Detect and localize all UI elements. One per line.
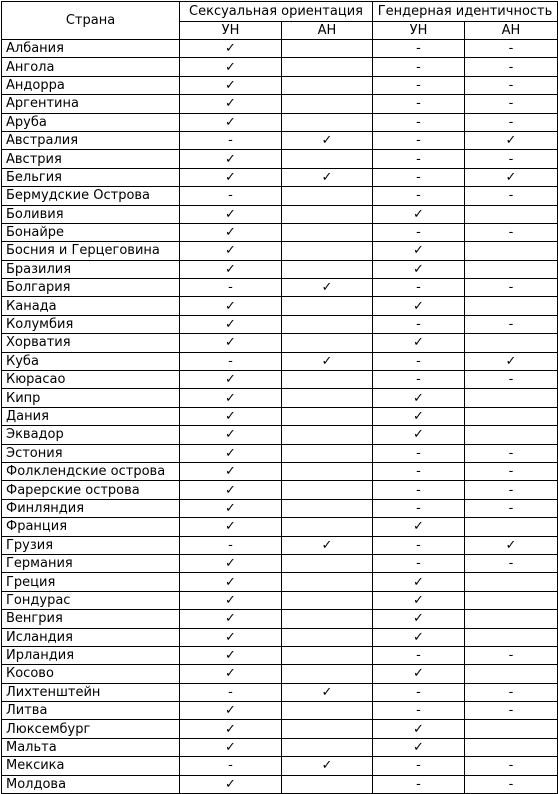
- country-cell: Фолклендские острова: [2, 462, 180, 480]
- so-an-cell: [282, 297, 373, 315]
- so-un-cell: -: [180, 279, 282, 297]
- gi-an-cell: -: [465, 702, 558, 720]
- gi-an-cell: [465, 665, 558, 683]
- country-cell: Бонайре: [2, 223, 180, 241]
- table-row: [2, 665, 558, 683]
- so-un-cell: ✓: [180, 573, 282, 591]
- table-row: [2, 113, 558, 131]
- gi-un-cell: ✓: [373, 518, 465, 536]
- gi-an-cell: -: [465, 76, 558, 94]
- gi-an-cell: ✓: [465, 131, 558, 149]
- gi-an-cell: -: [465, 223, 558, 241]
- table-row: [2, 683, 558, 701]
- table-row: [2, 720, 558, 738]
- gi-an-cell: [465, 610, 558, 628]
- gi-un-cell: -: [373, 95, 465, 113]
- table-row: [2, 591, 558, 609]
- gi-an-cell: -: [465, 371, 558, 389]
- so-un-cell: ✓: [180, 628, 282, 646]
- gi-an-cell: -: [465, 775, 558, 793]
- country-cell: Греция: [2, 573, 180, 591]
- so-an-cell: [282, 389, 373, 407]
- so-an-cell: [282, 371, 373, 389]
- so-un-cell: ✓: [180, 665, 282, 683]
- table-row: [2, 205, 558, 223]
- gi-un-cell: -: [373, 683, 465, 701]
- gi-an-cell: [465, 628, 558, 646]
- so-an-cell: [282, 426, 373, 444]
- table-row: [2, 260, 558, 278]
- table-row: [2, 426, 558, 444]
- so-an-cell: [282, 334, 373, 352]
- so-an-cell: [282, 665, 373, 683]
- so-an-cell: [282, 628, 373, 646]
- gi-un-cell: -: [373, 536, 465, 554]
- gi-an-column-header: АН: [465, 22, 558, 40]
- so-an-cell: [282, 407, 373, 425]
- gi-un-cell: -: [373, 702, 465, 720]
- gi-un-cell: -: [373, 646, 465, 664]
- country-cell: Албания: [2, 40, 180, 58]
- gi-un-cell: -: [373, 187, 465, 205]
- so-an-cell: ✓: [282, 536, 373, 554]
- table-body: [2, 40, 558, 794]
- gi-un-cell: ✓: [373, 242, 465, 260]
- country-cell: Фарерские острова: [2, 481, 180, 499]
- gi-un-cell: -: [373, 462, 465, 480]
- gi-an-cell: [465, 389, 558, 407]
- table-row: [2, 628, 558, 646]
- so-un-cell: -: [180, 757, 282, 775]
- gi-un-cell: -: [373, 499, 465, 517]
- table-row: [2, 481, 558, 499]
- country-cell: Косово: [2, 665, 180, 683]
- so-an-cell: [282, 702, 373, 720]
- gi-an-cell: -: [465, 315, 558, 333]
- country-cell: Финляндия: [2, 499, 180, 517]
- gi-un-cell: -: [373, 150, 465, 168]
- so-un-cell: ✓: [180, 499, 282, 517]
- so-an-cell: ✓: [282, 131, 373, 149]
- gi-un-cell: -: [373, 757, 465, 775]
- so-un-cell: ✓: [180, 242, 282, 260]
- gi-an-cell: -: [465, 58, 558, 76]
- so-un-cell: ✓: [180, 518, 282, 536]
- so-un-cell: ✓: [180, 462, 282, 480]
- gi-un-cell: ✓: [373, 610, 465, 628]
- gi-un-cell: -: [373, 481, 465, 499]
- so-un-cell: ✓: [180, 407, 282, 425]
- country-cell: Ангола: [2, 58, 180, 76]
- gi-un-cell: ✓: [373, 334, 465, 352]
- gi-an-cell: -: [465, 683, 558, 701]
- gi-an-cell: [465, 334, 558, 352]
- table-row: [2, 646, 558, 664]
- country-cell: Хорватия: [2, 334, 180, 352]
- gi-un-cell: ✓: [373, 738, 465, 756]
- country-column-header: Страна: [2, 2, 180, 40]
- gi-an-cell: ✓: [465, 168, 558, 186]
- gi-un-cell: ✓: [373, 297, 465, 315]
- so-an-cell: [282, 113, 373, 131]
- gi-an-cell: [465, 738, 558, 756]
- so-un-cell: ✓: [180, 646, 282, 664]
- gi-un-cell: ✓: [373, 628, 465, 646]
- country-cell: Эстония: [2, 444, 180, 462]
- gi-un-cell: -: [373, 76, 465, 94]
- gi-an-cell: [465, 297, 558, 315]
- country-cell: Андорра: [2, 76, 180, 94]
- country-cell: Колумбия: [2, 315, 180, 333]
- country-cell: Молдова: [2, 775, 180, 793]
- table-row: [2, 389, 558, 407]
- country-cell: Гондурас: [2, 591, 180, 609]
- gi-un-cell: -: [373, 223, 465, 241]
- so-un-cell: -: [180, 131, 282, 149]
- country-cell: Босния и Герцеговина: [2, 242, 180, 260]
- gi-un-cell: -: [373, 775, 465, 793]
- country-cell: Люксембург: [2, 720, 180, 738]
- gi-an-cell: -: [465, 40, 558, 58]
- table-row: [2, 40, 558, 58]
- table-row: [2, 738, 558, 756]
- gi-an-cell: -: [465, 481, 558, 499]
- country-cell: Венгрия: [2, 610, 180, 628]
- so-un-cell: ✓: [180, 58, 282, 76]
- table-header: [2, 2, 558, 40]
- table-row: [2, 95, 558, 113]
- so-an-cell: ✓: [282, 168, 373, 186]
- gi-un-cell: ✓: [373, 389, 465, 407]
- so-an-cell: ✓: [282, 279, 373, 297]
- so-an-cell: [282, 76, 373, 94]
- so-un-cell: ✓: [180, 95, 282, 113]
- country-cell: Аргентина: [2, 95, 180, 113]
- table-row: [2, 407, 558, 425]
- gi-un-cell: -: [373, 40, 465, 58]
- gi-an-cell: [465, 205, 558, 223]
- so-un-cell: -: [180, 187, 282, 205]
- gi-an-cell: ✓: [465, 352, 558, 370]
- so-un-cell: ✓: [180, 315, 282, 333]
- table-row: [2, 573, 558, 591]
- table-row: [2, 462, 558, 480]
- country-cell: Лихтенштейн: [2, 683, 180, 701]
- so-un-cell: -: [180, 683, 282, 701]
- gi-un-cell: -: [373, 58, 465, 76]
- gi-an-cell: [465, 591, 558, 609]
- table-row: [2, 757, 558, 775]
- gi-an-cell: -: [465, 187, 558, 205]
- table-row: [2, 702, 558, 720]
- country-cell: Германия: [2, 554, 180, 572]
- so-an-cell: [282, 462, 373, 480]
- so-an-cell: [282, 518, 373, 536]
- gi-un-cell: ✓: [373, 665, 465, 683]
- so-un-cell: ✓: [180, 334, 282, 352]
- table-row: [2, 187, 558, 205]
- so-un-cell: ✓: [180, 591, 282, 609]
- gi-an-cell: [465, 573, 558, 591]
- table-row: [2, 352, 558, 370]
- country-cell: Бельгия: [2, 168, 180, 186]
- gi-un-cell: -: [373, 371, 465, 389]
- gi-an-cell: [465, 518, 558, 536]
- country-cell: Литва: [2, 702, 180, 720]
- gi-an-cell: -: [465, 150, 558, 168]
- gi-un-cell: ✓: [373, 591, 465, 609]
- country-protections-table: [1, 1, 558, 794]
- table-row: [2, 297, 558, 315]
- table-row: [2, 334, 558, 352]
- table-row: [2, 444, 558, 462]
- so-an-cell: [282, 573, 373, 591]
- so-un-cell: ✓: [180, 205, 282, 223]
- gi-an-cell: -: [465, 462, 558, 480]
- so-un-cell: ✓: [180, 702, 282, 720]
- so-un-cell: ✓: [180, 76, 282, 94]
- table-row: [2, 554, 558, 572]
- table-row: [2, 150, 558, 168]
- so-an-cell: [282, 720, 373, 738]
- so-an-cell: [282, 591, 373, 609]
- table-row: [2, 58, 558, 76]
- so-un-cell: ✓: [180, 738, 282, 756]
- gi-an-cell: -: [465, 444, 558, 462]
- so-an-cell: [282, 150, 373, 168]
- gi-un-cell: -: [373, 444, 465, 462]
- so-an-cell: [282, 610, 373, 628]
- gi-an-cell: -: [465, 279, 558, 297]
- so-un-cell: -: [180, 536, 282, 554]
- country-cell: Австрия: [2, 150, 180, 168]
- so-an-cell: [282, 499, 373, 517]
- gender-identity-group-header: Гендерная идентичность: [373, 2, 558, 22]
- country-cell: Куба: [2, 352, 180, 370]
- table-row: [2, 279, 558, 297]
- so-un-cell: ✓: [180, 168, 282, 186]
- so-an-cell: [282, 58, 373, 76]
- so-un-cell: ✓: [180, 444, 282, 462]
- country-cell: Грузия: [2, 536, 180, 554]
- country-cell: Кипр: [2, 389, 180, 407]
- table-row: [2, 315, 558, 333]
- country-cell: Исландия: [2, 628, 180, 646]
- table-row: [2, 499, 558, 517]
- so-un-cell: ✓: [180, 389, 282, 407]
- so-an-cell: [282, 315, 373, 333]
- table-row: [2, 775, 558, 793]
- so-an-cell: [282, 554, 373, 572]
- table-row: [2, 536, 558, 554]
- table-row: [2, 242, 558, 260]
- so-an-cell: [282, 481, 373, 499]
- so-un-cell: ✓: [180, 775, 282, 793]
- gi-un-cell: -: [373, 131, 465, 149]
- so-un-cell: ✓: [180, 113, 282, 131]
- so-an-cell: [282, 646, 373, 664]
- so-an-cell: [282, 187, 373, 205]
- gi-an-cell: ✓: [465, 536, 558, 554]
- table-row: [2, 610, 558, 628]
- so-un-cell: ✓: [180, 297, 282, 315]
- so-an-cell: ✓: [282, 352, 373, 370]
- so-an-cell: [282, 205, 373, 223]
- so-an-cell: [282, 738, 373, 756]
- so-an-column-header: АН: [282, 22, 373, 40]
- so-un-cell: ✓: [180, 610, 282, 628]
- so-an-cell: [282, 444, 373, 462]
- gi-un-cell: -: [373, 315, 465, 333]
- gi-an-cell: -: [465, 554, 558, 572]
- table-row: [2, 168, 558, 186]
- gi-an-cell: [465, 242, 558, 260]
- country-cell: Бермудские Острова: [2, 187, 180, 205]
- gi-un-cell: ✓: [373, 205, 465, 223]
- table-row: [2, 371, 558, 389]
- country-cell: Боливия: [2, 205, 180, 223]
- gi-un-cell: -: [373, 279, 465, 297]
- so-un-cell: ✓: [180, 426, 282, 444]
- so-un-cell: ✓: [180, 554, 282, 572]
- gi-un-cell: -: [373, 352, 465, 370]
- so-an-cell: ✓: [282, 757, 373, 775]
- gi-un-cell: ✓: [373, 407, 465, 425]
- country-cell: Франция: [2, 518, 180, 536]
- country-cell: Мальта: [2, 738, 180, 756]
- so-an-cell: [282, 95, 373, 113]
- table-row: [2, 76, 558, 94]
- so-un-cell: ✓: [180, 481, 282, 499]
- table-row: [2, 131, 558, 149]
- gi-an-cell: [465, 260, 558, 278]
- so-an-cell: [282, 260, 373, 278]
- gi-un-cell: -: [373, 168, 465, 186]
- gi-un-cell: ✓: [373, 426, 465, 444]
- gi-un-cell: ✓: [373, 260, 465, 278]
- so-an-cell: ✓: [282, 683, 373, 701]
- gi-un-column-header: УН: [373, 22, 465, 40]
- gi-un-cell: -: [373, 554, 465, 572]
- country-cell: Эквадор: [2, 426, 180, 444]
- country-cell: Бразилия: [2, 260, 180, 278]
- so-un-cell: -: [180, 352, 282, 370]
- so-an-cell: [282, 223, 373, 241]
- country-cell: Дания: [2, 407, 180, 425]
- country-cell: Мексика: [2, 757, 180, 775]
- gi-an-cell: [465, 426, 558, 444]
- gi-un-cell: -: [373, 113, 465, 131]
- gi-an-cell: -: [465, 646, 558, 664]
- so-un-cell: ✓: [180, 150, 282, 168]
- so-un-cell: ✓: [180, 223, 282, 241]
- so-un-cell: ✓: [180, 260, 282, 278]
- so-an-cell: [282, 242, 373, 260]
- so-an-cell: [282, 40, 373, 58]
- country-cell: Кюрасао: [2, 371, 180, 389]
- gi-an-cell: -: [465, 757, 558, 775]
- so-un-cell: ✓: [180, 720, 282, 738]
- gi-un-cell: ✓: [373, 720, 465, 738]
- gi-an-cell: -: [465, 95, 558, 113]
- sexual-orientation-group-header: Сексуальная ориентация: [180, 2, 373, 22]
- table-row: [2, 518, 558, 536]
- gi-an-cell: [465, 407, 558, 425]
- table-row: [2, 223, 558, 241]
- gi-an-cell: -: [465, 113, 558, 131]
- so-an-cell: [282, 775, 373, 793]
- gi-an-cell: [465, 720, 558, 738]
- so-un-column-header: УН: [180, 22, 282, 40]
- so-un-cell: ✓: [180, 40, 282, 58]
- country-cell: Болгария: [2, 279, 180, 297]
- gi-un-cell: ✓: [373, 573, 465, 591]
- so-un-cell: ✓: [180, 371, 282, 389]
- country-cell: Австралия: [2, 131, 180, 149]
- country-cell: Аруба: [2, 113, 180, 131]
- country-cell: Канада: [2, 297, 180, 315]
- country-cell: Ирландия: [2, 646, 180, 664]
- gi-an-cell: -: [465, 499, 558, 517]
